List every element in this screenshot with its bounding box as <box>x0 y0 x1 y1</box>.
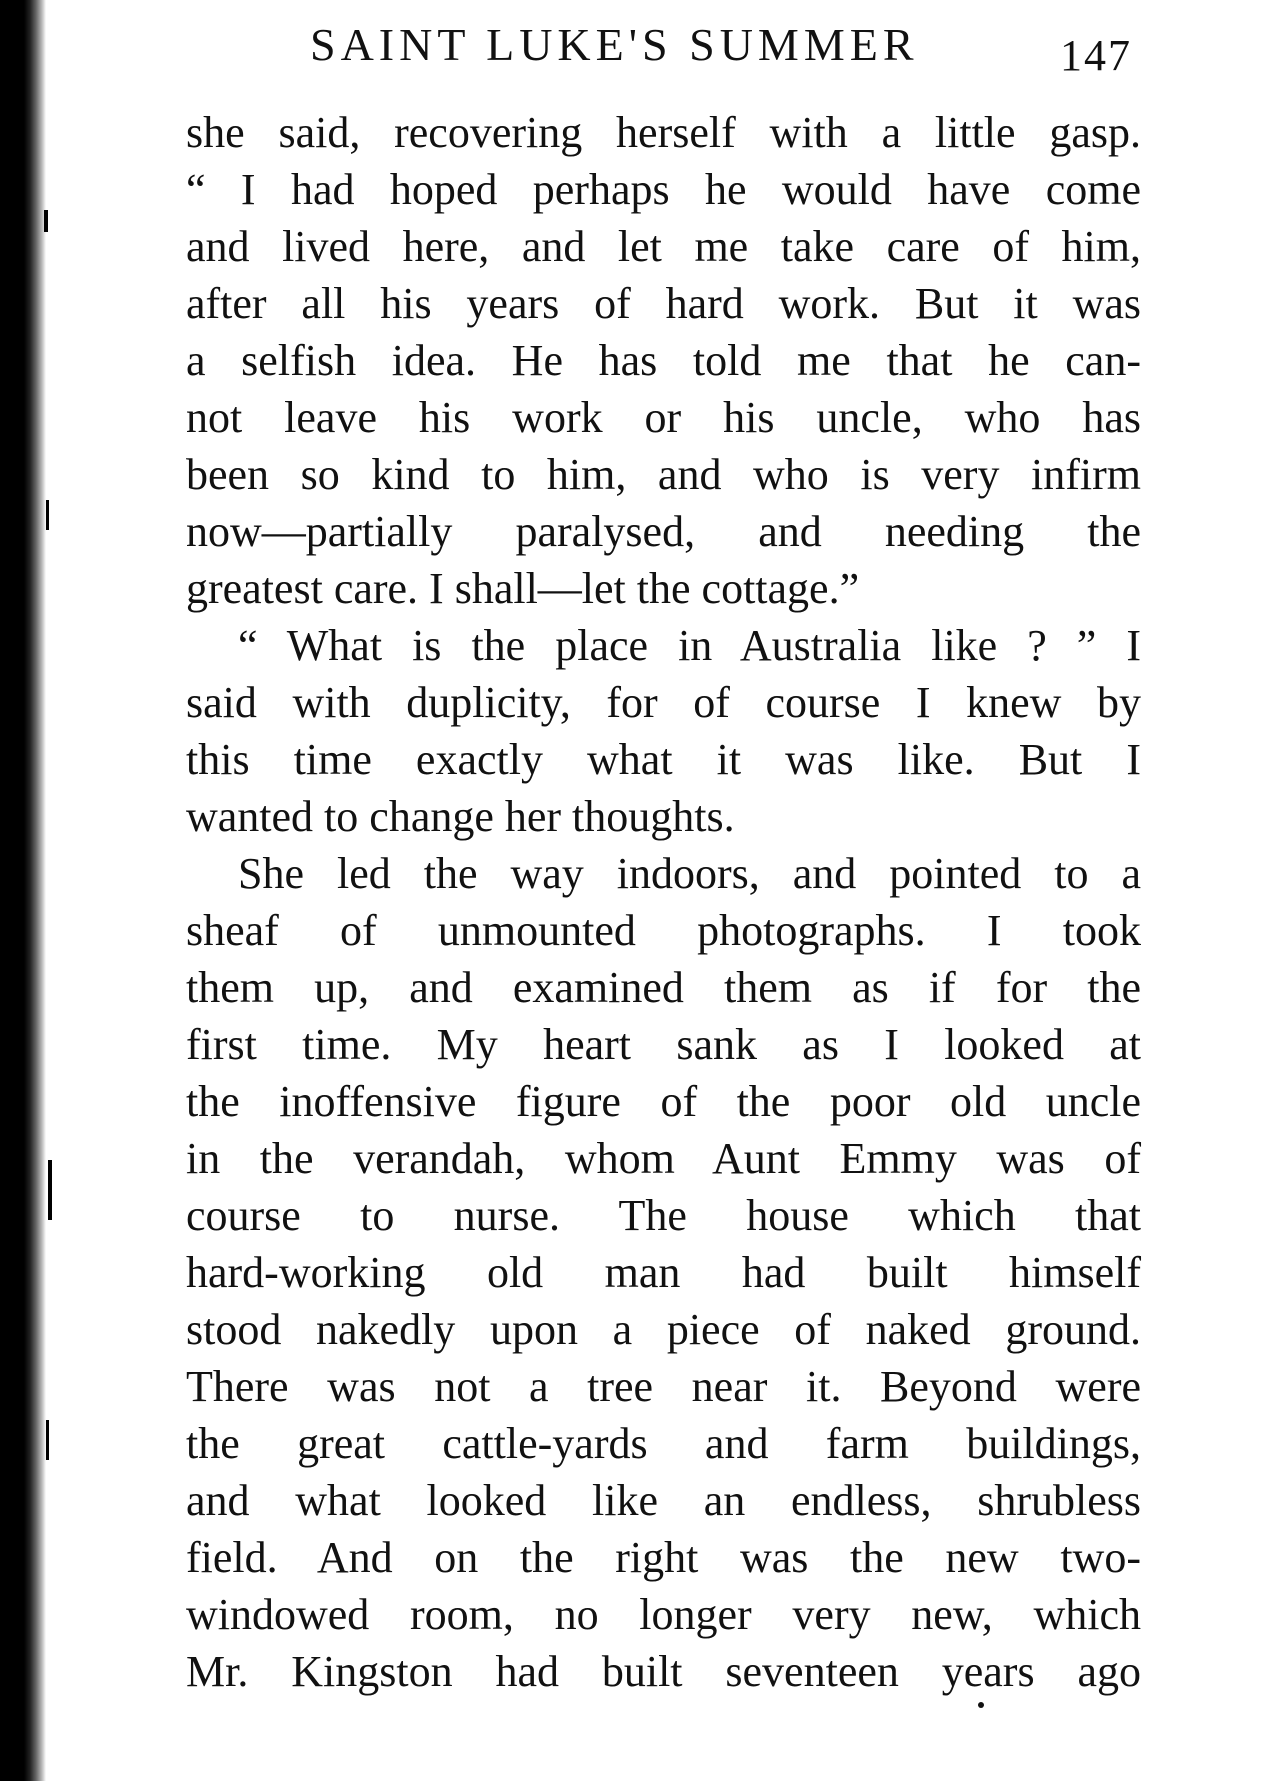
page-binding-edge <box>0 0 46 1781</box>
text-line: first time. My heart sank as I looked at <box>186 1020 1141 1069</box>
binding-speck <box>48 1160 52 1220</box>
text-line: said with duplicity, for of course I knew by <box>186 678 1141 727</box>
binding-speck <box>46 500 49 530</box>
text-line: now—partially paralysed, and needing the <box>186 507 1141 556</box>
text-line: this time exactly what it was like. But I <box>186 735 1141 784</box>
text-line: sheaf of unmounted photographs. I took <box>186 906 1141 955</box>
text-line: wanted to change her thoughts. <box>186 792 735 841</box>
text-line: hard-working old man had built himself <box>186 1248 1141 1297</box>
text-line: stood nakedly upon a piece of naked ground. <box>186 1305 1141 1354</box>
text-line: and lived here, and let me take care of him, <box>186 222 1141 271</box>
text-line: She led the way indoors, and pointed to a <box>238 849 1141 898</box>
printer-mark-dot <box>978 1702 984 1708</box>
binding-speck <box>46 1420 49 1460</box>
text-line: field. And on the right was the new two- <box>186 1533 1141 1582</box>
text-line: after all his years of hard work. But it was <box>186 279 1141 328</box>
text-line: been so kind to him, and who is very infirm <box>186 450 1141 499</box>
page-number: 147 <box>1060 31 1132 80</box>
text-line: and what looked like an endless, shrubless <box>186 1476 1141 1525</box>
text-line: the great cattle-yards and farm buildings, <box>186 1419 1141 1468</box>
text-line: There was not a tree near it. Beyond were <box>186 1362 1141 1411</box>
text-line: Mr. Kingston had built seventeen years ago <box>186 1647 1141 1696</box>
text-line: greatest care. I shall—let the cottage.” <box>186 564 860 613</box>
running-title: SAINT LUKE'S SUMMER <box>310 19 919 70</box>
text-line: them up, and examined them as if for the <box>186 963 1141 1012</box>
text-line: not leave his work or his uncle, who has <box>186 393 1141 442</box>
text-line: she said, recovering herself with a little gasp. <box>186 108 1141 157</box>
text-line: “ What is the place in Australia like ? ” I <box>238 621 1141 670</box>
body-text <box>186 104 1141 1700</box>
text-line: “ I had hoped perhaps he would have come <box>186 165 1141 214</box>
binding-speck <box>44 210 48 232</box>
text-line: windowed room, no longer very new, which <box>186 1590 1141 1639</box>
text-line: the inoffensive figure of the poor old uncle <box>186 1077 1141 1126</box>
text-line: in the verandah, whom Aunt Emmy was of <box>186 1134 1141 1183</box>
text-line: course to nurse. The house which that <box>186 1191 1141 1240</box>
running-head <box>310 18 1140 88</box>
text-line: a selfish idea. He has told me that he can- <box>186 336 1141 385</box>
